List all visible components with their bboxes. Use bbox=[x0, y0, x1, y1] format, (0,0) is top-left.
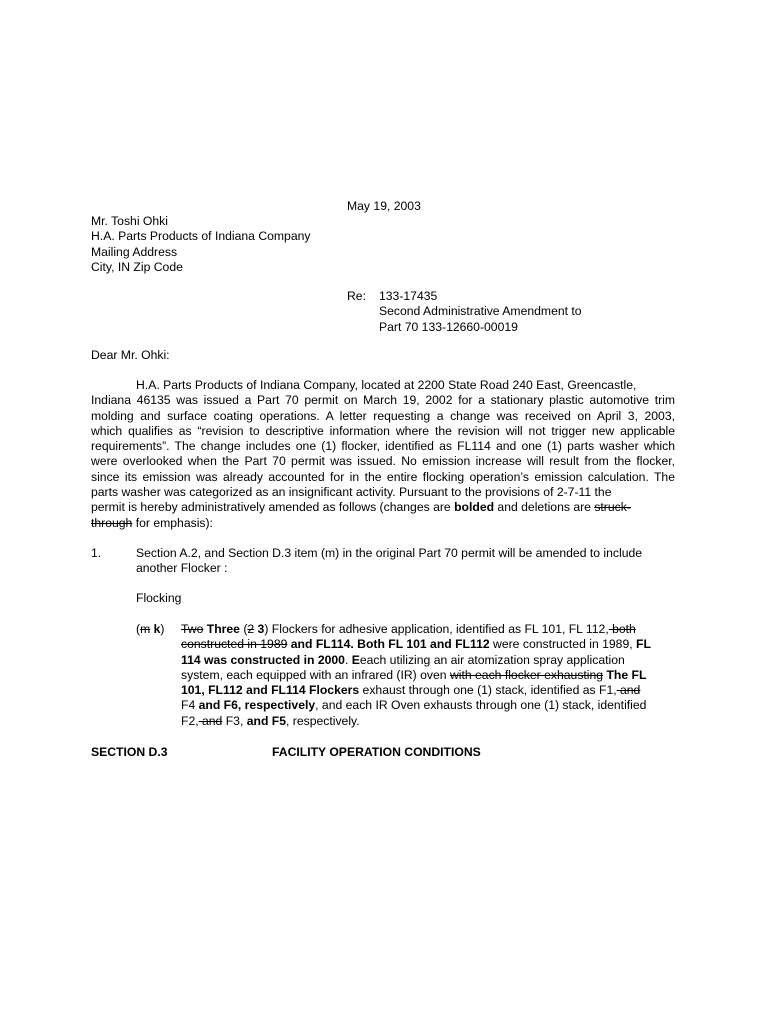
item1-text bbox=[136, 546, 642, 577]
flocking-heading: Flocking bbox=[136, 591, 182, 605]
struck-word: through bbox=[91, 515, 133, 530]
intro-line: which qualifies as “revision to descriptive information where the revision will not trigger new applicable bbox=[91, 423, 675, 438]
bolded-word: bolded bbox=[454, 500, 495, 515]
intro-line: permit is hereby administratively amended as follows (changes are bolded and deletions are struck- bbox=[91, 500, 631, 515]
intro-line: since its emission was already accounted for in the entire flocking operation’s emission calculation. The bbox=[91, 469, 675, 484]
entry-line: F4 and F6, respectively, and each IR Oven exhausts through one (1) stack, identified bbox=[181, 698, 647, 713]
intro-line: Indiana 46135 was issued a Part 70 permit on March 19, 2002 for a stationary plastic automotive trim bbox=[91, 393, 675, 408]
intro-line: through for emphasis): bbox=[91, 515, 213, 530]
item1-line: another Flocker : bbox=[136, 561, 228, 576]
intro-line: were overlooked when the Part 70 permit was issued. No emission increase will result from the flocker, bbox=[91, 454, 675, 469]
item-number: 1. bbox=[91, 546, 102, 560]
intro-paragraph bbox=[91, 378, 675, 531]
section-label: SECTION D.3 bbox=[91, 745, 168, 759]
letter-date: May 19, 2003 bbox=[347, 199, 421, 213]
entry-line: F2, and F3, and F5, respectively. bbox=[181, 713, 360, 728]
re-line3: Part 70 133-12660-00019 bbox=[379, 319, 518, 334]
recipient-name: Mr. Toshi Ohki bbox=[91, 214, 168, 228]
recipient-mailing: Mailing Address bbox=[91, 244, 178, 259]
re-label: Re: bbox=[347, 289, 366, 303]
entry-line: 114 was constructed in 2000. Eeach utilizing an air atomization spray application bbox=[181, 652, 625, 667]
re-line2: Second Administrative Amendment to bbox=[379, 304, 582, 319]
entry-line: constructed in 1989 and FL114. Both FL 101 and FL112 were constructed in 1989, FL bbox=[181, 637, 651, 652]
entry-line: 101, FL112 and FL114 Flockers exhaust through one (1) stack, identified as F1, and bbox=[181, 683, 641, 698]
intro-line: H.A. Parts Products of Indiana Company, located at 2200 State Road 240 East, Greencastle, bbox=[136, 378, 637, 392]
re-block bbox=[379, 289, 582, 335]
entry-body bbox=[181, 622, 673, 729]
intro-line: molding and surface coating operations. A letter requesting a change was received on April 3, 2003, bbox=[91, 408, 675, 423]
entry-line: Two Three (2 3) Flockers for adhesive application, identified as FL 101, FL 112, both bbox=[181, 622, 636, 636]
recipient-company: H.A. Parts Products of Indiana Company bbox=[91, 229, 311, 244]
entry-line: system, each equipped with an infrared (IR) oven with each flocker exhausting The FL bbox=[181, 667, 647, 682]
recipient-city: City, IN Zip Code bbox=[91, 259, 183, 274]
re-number: 133-17435 bbox=[379, 289, 438, 303]
intro-line: parts washer was categorized as an insignificant activity. Pursuant to the provisions of 2-7-11 the bbox=[91, 485, 612, 500]
intro-line: requirements”. The change includes one (1) flocker, identified as FL114 and one (1) parts washer which bbox=[91, 439, 675, 454]
recipient-address bbox=[91, 214, 310, 275]
struck-word: struck- bbox=[594, 500, 631, 515]
salutation: Dear Mr. Ohki: bbox=[91, 348, 170, 362]
item1-line: Section A.2, and Section D.3 item (m) in the original Part 70 permit will be amended to include bbox=[136, 546, 643, 560]
section-title: FACILITY OPERATION CONDITIONS bbox=[272, 745, 481, 759]
entry-label: (m k) bbox=[136, 622, 165, 636]
